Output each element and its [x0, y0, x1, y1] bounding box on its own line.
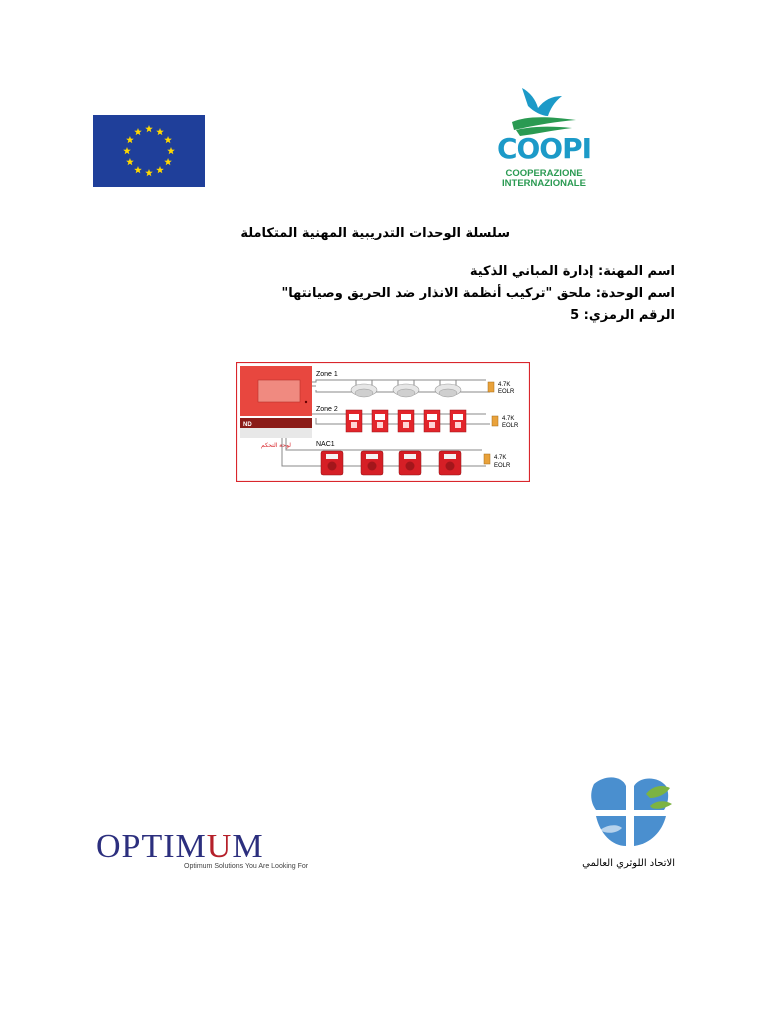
- horn-strobe-icon: [361, 451, 383, 475]
- eu-star-icon: [134, 128, 142, 135]
- pull-station-icon: [450, 410, 466, 432]
- eolr-3-label: EOLR: [494, 463, 511, 469]
- eu-star-icon: [167, 147, 175, 154]
- zone1-label: Zone 1: [316, 371, 338, 378]
- resistor-icon: [484, 454, 490, 464]
- fire-alarm-diagram: [236, 362, 530, 482]
- unit-line: اسم الوحدة: ملحق "تركيب أنظمة الانذار ضد الحريق وصيانتها": [281, 286, 675, 301]
- eolr-1-label: EOLR: [498, 389, 515, 395]
- optimum-logo: [96, 828, 336, 874]
- profession-line: اسم المهنة: إدارة المباني الذكية: [469, 264, 675, 279]
- resistor-icon: [492, 416, 498, 426]
- eu-star-icon: [126, 158, 134, 165]
- lwf-logo: [586, 774, 674, 850]
- lwf-label: الاتحاد اللوثري العالمي: [582, 858, 675, 869]
- eu-star-icon: [156, 128, 164, 135]
- eu-star-icon: [164, 136, 172, 143]
- pull-station-icon: [424, 410, 440, 432]
- eu-star-icon: [156, 166, 164, 173]
- optimum-wordmark: OPTIMUM: [96, 828, 264, 865]
- dove-icon: [492, 82, 596, 138]
- coopi-tagline-2: INTERNAZIONALE: [502, 178, 586, 189]
- eu-star-icon: [164, 158, 172, 165]
- eu-star-icon: [145, 125, 153, 132]
- panel-tag: ND: [243, 422, 252, 428]
- horn-strobe-icon: [439, 451, 461, 475]
- eolr-2-label: EOLR: [502, 423, 519, 429]
- nac-label: NAC1: [316, 441, 335, 448]
- control-panel: [240, 366, 312, 449]
- pull-station-icon: [372, 410, 388, 432]
- lwf-cross-icon: [586, 774, 674, 850]
- horn-strobe-icon: [399, 451, 421, 475]
- eu-star-icon: [123, 147, 131, 154]
- eolr-2-value: 4.7K: [502, 416, 515, 422]
- code-line: الرقم الرمزي: 5: [570, 308, 675, 323]
- eu-star-icon: [126, 136, 134, 143]
- eu-flag-icon: [93, 115, 205, 187]
- pull-station-icon: [398, 410, 414, 432]
- series-title: سلسلة الوحدات التدريبية المهنية المتكاملة: [240, 226, 510, 241]
- eolr-3-value: 4.7K: [494, 455, 507, 461]
- resistor-icon: [488, 382, 494, 392]
- horn-strobe-icon: [321, 451, 343, 475]
- eu-star-icon: [145, 169, 153, 176]
- zone2-label: Zone 2: [316, 406, 338, 413]
- eu-flag-logo: [93, 115, 205, 187]
- panel-label: لوحة التحكم: [260, 443, 292, 449]
- eolr-1-value: 4.7K: [498, 382, 511, 388]
- eu-star-icon: [134, 166, 142, 173]
- pull-station-icon: [346, 410, 362, 432]
- coopi-logo: [492, 82, 596, 192]
- coopi-tagline-1: COOPERAZIONE: [505, 168, 583, 179]
- optimum-tagline: Optimum Solutions You Are Looking For: [184, 863, 309, 870]
- coopi-wordmark: COOPI: [496, 132, 592, 165]
